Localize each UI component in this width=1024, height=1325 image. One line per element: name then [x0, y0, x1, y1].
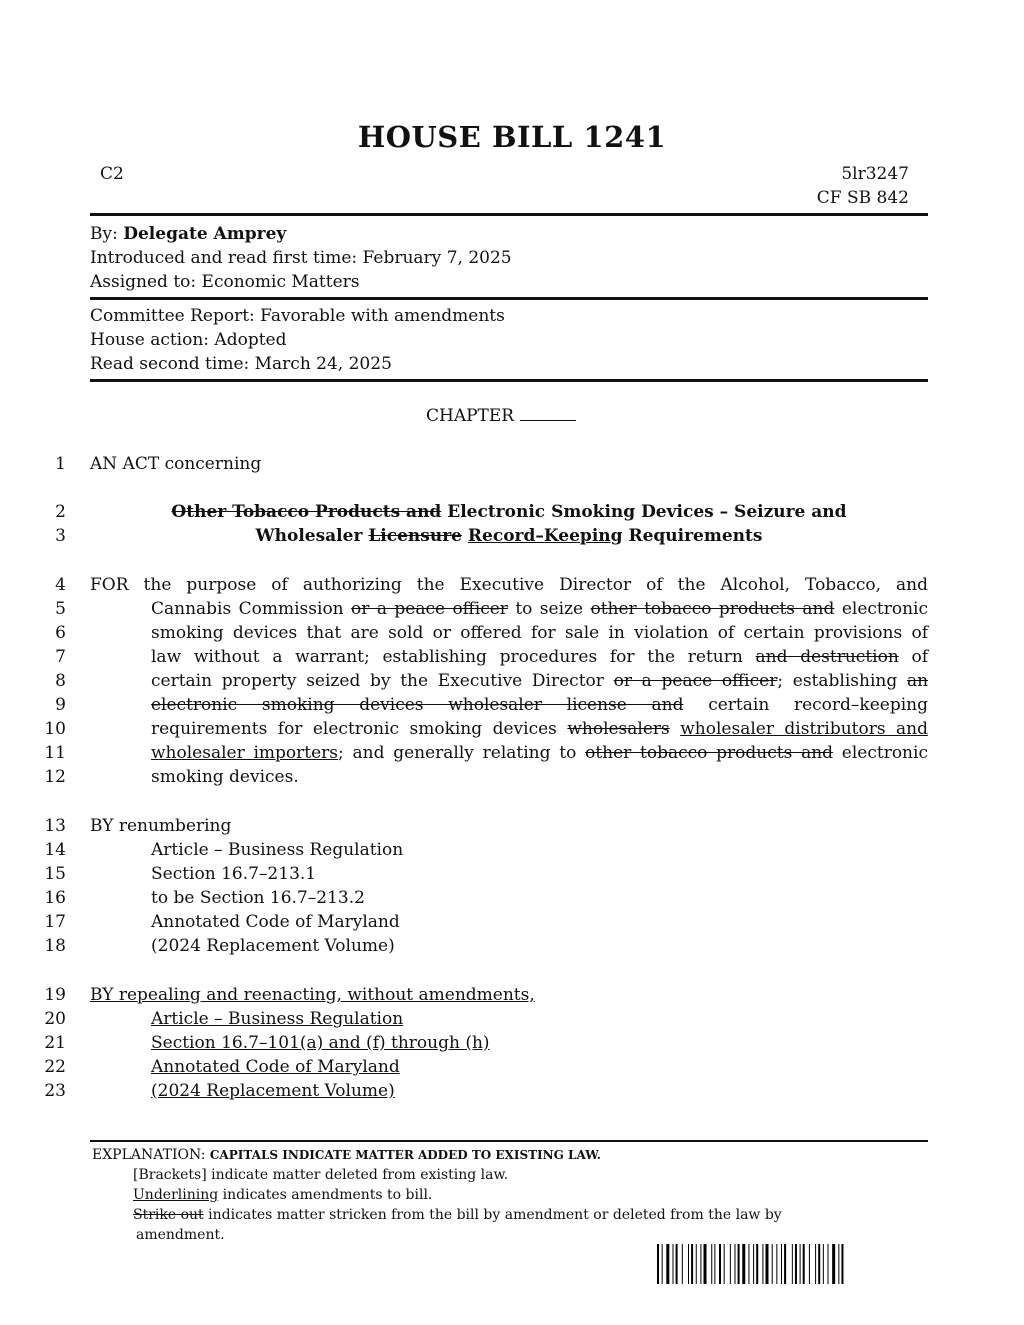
barcode-bar [700, 1244, 701, 1284]
barcode-bar [762, 1244, 763, 1284]
line-number: 3 [55, 526, 66, 546]
text: of [898, 647, 929, 667]
renumber-to-be: to be Section 16.7–213.2 [151, 888, 365, 908]
barcode-bar [657, 1244, 659, 1284]
line-number: 21 [44, 1033, 66, 1053]
line-number: 18 [44, 936, 66, 956]
underlining-text: indicates amendments to bill. [218, 1187, 433, 1203]
chapter-blank [520, 406, 576, 421]
underlining-word: Underlining [133, 1187, 219, 1203]
rule-bottom [90, 379, 928, 382]
purpose-line-5 [151, 597, 928, 621]
barcode-bar [682, 1244, 683, 1284]
purpose-line-4: FOR the purpose of authorizing the Executive Director of the Alcohol, Tobacco, and [90, 575, 928, 595]
line-number: 2 [55, 502, 66, 522]
explanation-line-5: amendment. [136, 1227, 225, 1243]
purpose-line-12: smoking devices. [151, 767, 299, 787]
line-number: 4 [55, 575, 66, 595]
bill-code-left: C2 [100, 164, 124, 184]
repeal-volume [151, 1079, 395, 1103]
stricken-text: or a peace officer [351, 599, 508, 619]
repeal-heading [90, 983, 535, 1007]
purpose-line-9 [151, 693, 928, 717]
line-number: 23 [44, 1081, 66, 1101]
explanation-caps: CAPITALS INDICATE MATTER ADDED TO EXISTING LAW. [209, 1148, 601, 1162]
line-number: 16 [44, 888, 66, 908]
title-text: Electronic Smoking Devices – Seizure and [441, 502, 847, 522]
barcode-bar [738, 1244, 740, 1284]
barcode-bar [776, 1244, 777, 1284]
line-number: 19 [44, 985, 66, 1005]
title-text: Wholesaler [255, 526, 369, 546]
text: to seize [507, 599, 591, 619]
introduced-line: Introduced and read first time: February 7, 2025 [90, 248, 512, 268]
line-number: 6 [55, 623, 66, 643]
line-number: 12 [44, 767, 66, 787]
repeal-code [151, 1055, 400, 1079]
amendment-text: Annotated Code of Maryland [151, 1057, 400, 1077]
amendment-text: Section 16.7–101(a) and (f) through (h) [151, 1033, 490, 1053]
text: electronic [834, 599, 928, 619]
by-label: By: [90, 224, 118, 244]
line-number: 10 [44, 719, 66, 739]
repeal-section [151, 1031, 490, 1055]
rule-top [90, 213, 928, 216]
barcode-bar [781, 1244, 782, 1284]
act-title-line-2 [90, 524, 928, 548]
barcode-bar [691, 1244, 693, 1284]
barcode-bar [766, 1244, 769, 1284]
bill-title: HOUSE BILL 1241 [357, 120, 667, 154]
bill-code-right: 5lr3247 [841, 164, 909, 184]
text [670, 719, 680, 739]
chapter-line [426, 404, 576, 428]
explanation-line-1 [92, 1145, 601, 1165]
barcode-bar [742, 1244, 745, 1284]
barcode-bar [688, 1244, 689, 1284]
barcode-bar [724, 1244, 725, 1284]
rule-middle [90, 297, 928, 300]
line-number: 8 [55, 671, 66, 691]
amendment-text: Record–Keeping [467, 526, 623, 546]
brackets-word: [Brackets] [133, 1167, 207, 1183]
barcode-bar [818, 1244, 820, 1284]
sponsor-line [90, 222, 286, 246]
purpose-line-8 [151, 669, 928, 693]
barcode-bar [730, 1244, 731, 1284]
explanation-label: EXPLANATION: [92, 1147, 210, 1163]
line-number: 13 [44, 816, 66, 836]
cross-file: CF SB 842 [816, 188, 909, 208]
renumber-volume: (2024 Replacement Volume) [151, 936, 395, 956]
act-title-line-1 [90, 500, 928, 524]
barcode-bar [841, 1244, 843, 1284]
barcode-bar [676, 1244, 678, 1284]
barcode-bar [803, 1244, 805, 1284]
assigned-line: Assigned to: Economic Matters [90, 272, 360, 292]
title-text: Requirements [622, 526, 763, 546]
chapter-label: CHAPTER [426, 406, 515, 426]
line-number: 9 [55, 695, 66, 715]
committee-report: Committee Report: Favorable with amendments [90, 306, 505, 326]
text: Cannabis Commission [151, 599, 352, 619]
stricken-text: other tobacco products and [585, 743, 834, 763]
amendment-text: wholesaler importers [151, 743, 339, 763]
explanation-line-2 [133, 1165, 508, 1185]
barcode-bar [823, 1244, 824, 1284]
barcode-bar [719, 1244, 721, 1284]
renumber-code: Annotated Code of Maryland [151, 912, 400, 932]
strike-text: indicates matter stricken from the bill by amendment or deleted from the law by [203, 1207, 782, 1223]
amendment-text: Article – Business Regulation [151, 1009, 404, 1029]
barcode-image [657, 1244, 905, 1284]
barcode-bar [784, 1244, 786, 1284]
repeal-article [151, 1007, 403, 1031]
text: law without a warrant; establishing procedures for the return [151, 647, 756, 667]
brackets-text: indicate matter deleted from existing law. [206, 1167, 509, 1183]
text: electronic [833, 743, 928, 763]
barcode-bar [838, 1244, 839, 1284]
text: certain record–keeping [683, 695, 928, 715]
barcode-bar [735, 1244, 736, 1284]
line-number: 11 [44, 743, 66, 763]
text: ; establishing [777, 671, 907, 691]
line-number: 1 [55, 454, 66, 474]
stricken-text: and destruction [755, 647, 899, 667]
line-number: 17 [44, 912, 66, 932]
amendment-text: wholesaler distributors and [680, 719, 928, 739]
barcode-bar [753, 1244, 754, 1284]
line-number: 5 [55, 599, 66, 619]
stricken-text: Licensure [368, 526, 462, 546]
barcode-bar [704, 1244, 707, 1284]
stricken-text: other tobacco products and [590, 599, 835, 619]
purpose-line-11 [151, 741, 928, 765]
barcode-bar [673, 1244, 674, 1284]
barcode-bar [809, 1244, 810, 1284]
explanation-line-4 [133, 1205, 782, 1225]
barcode-bar [711, 1244, 712, 1284]
barcode-bar [662, 1244, 663, 1284]
barcode-bar [666, 1244, 669, 1284]
barcode-bar [696, 1244, 697, 1284]
barcode-bar [795, 1244, 797, 1284]
line-number: 20 [44, 1009, 66, 1029]
renumber-article: Article – Business Regulation [151, 840, 404, 860]
line-number: 14 [44, 840, 66, 860]
barcode-bar [815, 1244, 816, 1284]
barcode-bar [748, 1244, 749, 1284]
stricken-text: wholesalers [567, 719, 670, 739]
barcode-bar [800, 1244, 801, 1284]
strike-word: Strike out [133, 1207, 204, 1223]
text: certain property seized by the Executive Director [151, 671, 614, 691]
purpose-line-7 [151, 645, 928, 669]
stricken-text: or a peace officer [613, 671, 778, 691]
rule-explanation [90, 1140, 928, 1142]
line-number: 7 [55, 647, 66, 667]
barcode-bar [714, 1244, 715, 1284]
stricken-text: electronic smoking devices wholesaler license and [151, 695, 684, 715]
text: ; and generally relating to [338, 743, 586, 763]
amendment-text: (2024 Replacement Volume) [151, 1081, 395, 1101]
house-action: House action: Adopted [90, 330, 287, 350]
line-number: 15 [44, 864, 66, 884]
purpose-line-6: smoking devices that are sold or offered for sale in violation of certain provisions of [151, 623, 928, 643]
stricken-text: an [906, 671, 929, 691]
line-number: 22 [44, 1057, 66, 1077]
barcode-bar [756, 1244, 758, 1284]
act-line: AN ACT concerning [90, 454, 262, 474]
sponsor-name: Delegate Amprey [123, 224, 287, 244]
stricken-text: Other Tobacco Products and [171, 502, 442, 522]
amendment-text: BY repealing and reenacting, without amendments, [90, 985, 535, 1005]
second-reading: Read second time: March 24, 2025 [90, 354, 392, 374]
renumber-heading: BY renumbering [90, 816, 232, 836]
barcode-bar [772, 1244, 773, 1284]
renumber-section: Section 16.7–213.1 [151, 864, 317, 884]
purpose-line-10 [151, 717, 928, 741]
text: requirements for electronic smoking devices [151, 719, 568, 739]
barcode-bar [792, 1244, 793, 1284]
barcode-bar [832, 1244, 835, 1284]
barcode-bar [828, 1244, 829, 1284]
explanation-line-3 [133, 1185, 432, 1205]
